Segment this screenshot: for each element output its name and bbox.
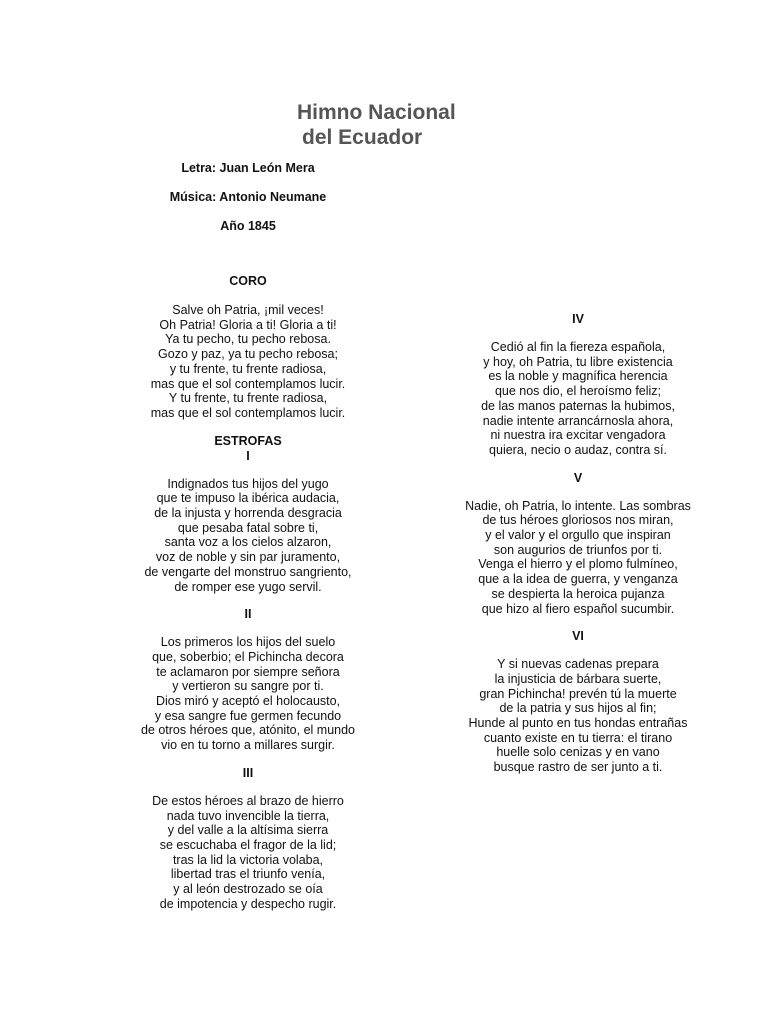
verse-line: de impotencia y despecho rugir. — [159, 896, 337, 911]
verse-line: de la injusta y horrenda desgracia — [154, 506, 342, 521]
verse-line: santa voz a los cielos alzaron, — [164, 535, 332, 550]
verse-line: gran Pichincha! prevén tú la muerte — [479, 686, 677, 701]
verse-line: Hunde al punto en tus hondas entrañas — [468, 716, 688, 731]
stanza-numeral: IV — [572, 312, 584, 326]
stanza-vi — [440, 657, 716, 775]
stanza-numeral: I — [246, 448, 250, 463]
verse-line: que nos dio, el heroísmo feliz; — [494, 384, 662, 399]
stanza-ii — [60, 635, 436, 753]
verse-line: que a la idea de guerra, y venganza — [478, 572, 678, 587]
verse-line: Indignados tus hijos del yugo — [167, 476, 329, 491]
verse-line: Ya tu pecho, tu pecho rebosa. — [165, 332, 331, 347]
verse-line: Gozo y paz, ya tu pecho rebosa; — [158, 347, 338, 362]
verse-line: y hoy, oh Patria, tu libre existencia — [483, 354, 673, 369]
verse-line: que, soberbio; el Pichincha decora — [152, 649, 344, 664]
document-title-line-1: Himno Nacional — [297, 101, 456, 124]
verse-line: Y si nuevas cadenas prepara — [497, 657, 659, 672]
verse-line: libertad tras el triunfo venía, — [170, 867, 326, 882]
coro-heading: CORO — [229, 274, 267, 288]
year-label: Año 1845 — [220, 219, 276, 233]
stanza-i — [60, 477, 436, 595]
verse-line: de las manos paternas la hubimos, — [481, 398, 675, 413]
verse-line: se escuchaba el fragor de la lid; — [159, 837, 337, 852]
verse-line: Venga el hierro y el plomo fulmíneo, — [478, 557, 678, 572]
verse-line: que hizo al fiero español sucumbir. — [481, 601, 675, 616]
coro-stanza — [60, 303, 436, 421]
verse-line: quiera, necio o audaz, contra sí. — [489, 442, 667, 457]
document-title-line-2: del Ecuador — [302, 126, 423, 149]
verse-line: huelle solo cenizas y en vano — [496, 745, 660, 760]
verse-line: Los primeros los hijos del suelo — [160, 635, 336, 650]
stanza-iii — [60, 794, 436, 912]
verse-line: y el valor y el orgullo que inspiran — [485, 528, 671, 543]
estrofas-heading: ESTROFAS — [214, 433, 282, 448]
verse-line: nadie intente arrancárnosla ahora, — [482, 413, 674, 428]
verse-line: se despierta la heroica pujanza — [491, 586, 665, 601]
verse-line: mas que el sol contemplamos lucir. — [150, 376, 346, 391]
verse-line: son augurios de triunfos por ti. — [493, 542, 663, 557]
verse-line: voz de noble y sin par juramento, — [155, 550, 341, 565]
verse-line: nada tuvo invencible la tierra, — [166, 808, 330, 823]
stanza-numeral: III — [242, 765, 254, 780]
verse-line: busque rastro de ser junto a ti. — [493, 760, 663, 775]
verse-line: de la patria y sus hijos al fin; — [499, 701, 657, 716]
verse-line: Dios miró y aceptó el holocausto, — [155, 694, 341, 709]
verse-line: y tu frente, tu frente radiosa, — [169, 361, 327, 376]
verse-line: y vertieron su sangre por ti. — [172, 679, 324, 694]
verse-line: y del valle a la altísima sierra — [167, 823, 329, 838]
stanza-iv — [440, 340, 716, 458]
verse-line: ni nuestra ira excitar vengadora — [490, 428, 666, 443]
verse-line: De estos héroes al brazo de hierro — [152, 793, 344, 808]
music-credit: Música: Antonio Neumane — [169, 190, 327, 204]
verse-line: que te impuso la ibérica audacia, — [156, 491, 340, 506]
verse-line: de vengarte del monstruo sangriento, — [144, 564, 352, 579]
lyrics-credit: Letra: Juan León Mera — [181, 161, 315, 175]
verse-line: mas que el sol contemplamos lucir. — [150, 405, 346, 420]
stanza-numeral: V — [573, 470, 583, 485]
verse-line: Oh Patria! Gloria a ti! Gloria a ti! — [159, 317, 337, 332]
stanza-numeral: VI — [572, 629, 584, 644]
verse-line: Salve oh Patria, ¡mil veces! — [172, 303, 324, 317]
verse-line: Cedió al fin la fiereza española, — [490, 340, 666, 354]
verse-line: Nadie, oh Patria, lo intente. Las sombras — [465, 498, 691, 513]
verse-line: Y tu frente, tu frente radiosa, — [168, 391, 328, 406]
verse-line: de tus héroes gloriosos nos miran, — [482, 513, 674, 528]
verse-line: de otros héroes que, atónito, el mundo — [140, 723, 356, 738]
verse-line: tras la lid la victoria volaba, — [172, 852, 324, 867]
verse-line: cuanto existe en tu tierra: el tirano — [483, 730, 673, 745]
verse-line: la injusticia de bárbara suerte, — [494, 671, 662, 686]
verse-line: y al león destrozado se oía — [173, 882, 323, 897]
stanza-v — [440, 499, 716, 617]
right-column — [440, 312, 716, 775]
verse-line: que pesaba fatal sobre ti, — [177, 520, 319, 535]
verse-line: es la noble y magnífica herencia — [488, 369, 668, 384]
verse-line: de romper ese yugo servil. — [174, 579, 322, 594]
stanza-numeral: II — [244, 607, 252, 622]
left-column — [60, 274, 436, 912]
verse-line: vio en tu torno a millares surgir. — [161, 738, 335, 753]
verse-line: te aclamaron por siempre señora — [156, 664, 340, 679]
verse-line: y esa sangre fue germen fecundo — [154, 708, 342, 723]
